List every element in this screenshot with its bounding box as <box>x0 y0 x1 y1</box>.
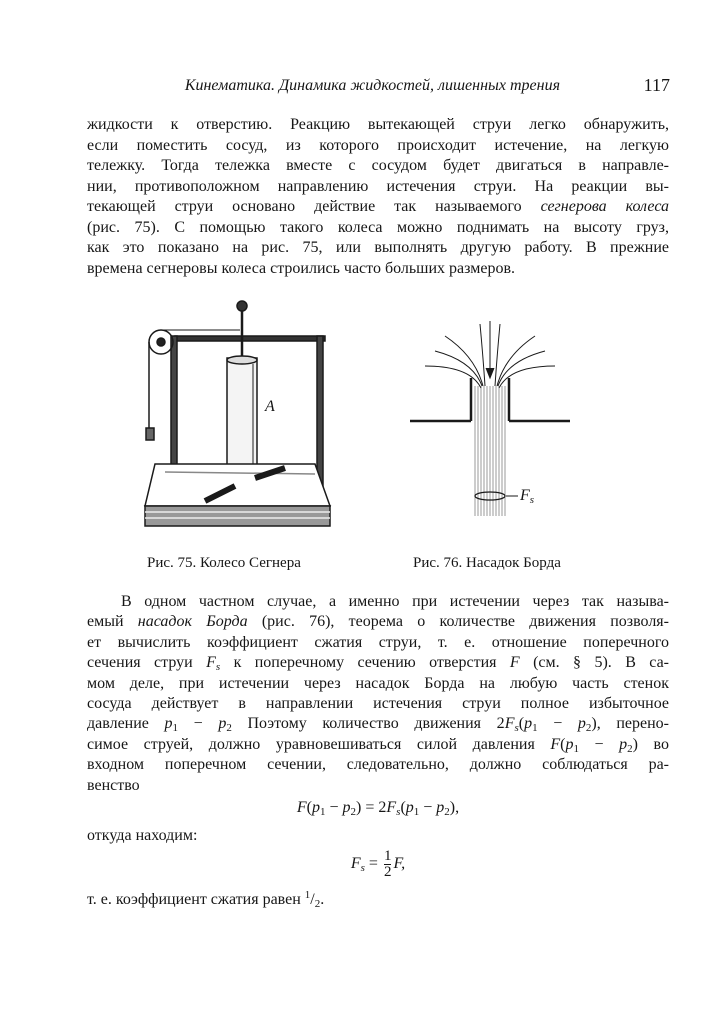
text-line <box>87 177 669 197</box>
text-run: как это показано на рис. 75, или выполнять другую работу. В прежние <box>87 239 669 256</box>
text-run: сечения струи <box>87 654 207 672</box>
text-run: s <box>514 722 519 735</box>
text-run: ( <box>518 715 525 733</box>
figure-76-caption: Рис. 76. Насадок Борда <box>413 555 561 571</box>
text-run: / <box>310 891 315 908</box>
conclusion <box>87 890 669 910</box>
fraction <box>384 849 392 880</box>
text-run: жидкости к отверстию. Реакцию вытекающей струи легко обнаружить, <box>87 116 669 133</box>
text-run: симое струей, должно уравновешиваться силой давления <box>87 735 551 753</box>
text-run: мом деле, при истечении через насадок Борда на любую часть стенок <box>87 674 669 692</box>
text-run: 2 <box>226 722 232 735</box>
text-run: ) во <box>632 735 669 753</box>
text-run: F <box>206 654 216 672</box>
denominator: 2 <box>383 863 392 880</box>
text-run: (см. § 5). В са- <box>519 654 669 672</box>
text-run: сосуда действует в направлении истечения струи полное избыточное <box>87 695 669 712</box>
page-number: 117 <box>643 75 670 95</box>
text-run: p <box>524 715 533 733</box>
text-run: (рис. 76), теорема о количестве движения позволя- <box>247 613 669 631</box>
text-line <box>87 755 669 775</box>
text-line <box>87 674 669 694</box>
text-run: p <box>565 735 574 753</box>
text-run: F <box>509 654 520 672</box>
text-run: 1 <box>413 806 420 818</box>
label-f: F <box>520 487 530 504</box>
text-run: p <box>436 799 445 816</box>
text-run: В одном частном случае, а именно при истечении через так называ- <box>121 593 669 610</box>
text-run: p <box>405 799 414 816</box>
text-line <box>87 136 669 156</box>
text-run: − <box>537 715 578 733</box>
text-line <box>87 259 669 279</box>
text-run: − <box>325 799 343 816</box>
text-run: 2 <box>444 806 450 818</box>
text-run: ет вычислить коэффициент сжатия струи, т. е. отношение поперечного <box>87 633 669 651</box>
text-run: F <box>296 799 307 816</box>
text-run: ( <box>400 799 406 816</box>
text-line <box>87 714 669 734</box>
text-between <box>87 826 669 846</box>
text-run: 2 <box>627 742 633 755</box>
text-run: 1 <box>172 722 179 735</box>
borda-mouthpiece-figure <box>405 316 575 521</box>
text-run: 1 <box>319 806 326 818</box>
text-run: откуда находим: <box>87 827 198 844</box>
text-run: p <box>619 735 628 753</box>
text-run: текающей струи основано действие так называемого <box>87 198 541 215</box>
text-line <box>87 156 669 176</box>
text-run: если поместить сосуд, из которого происходит истечение, на легкую <box>87 136 669 154</box>
text-run: p <box>164 715 173 733</box>
text-run: s <box>215 661 221 674</box>
text-run: − <box>578 735 620 753</box>
text-line <box>87 115 669 135</box>
text-line <box>87 592 669 612</box>
figure-76-label <box>520 486 534 506</box>
text-run: тележку. Тогда тележка вместе с сосудом будет двигаться в направле- <box>87 157 669 174</box>
text-run: нии, противоположном направлению истечения струи. На реакции вы- <box>87 177 669 195</box>
text-run: ( <box>560 735 566 753</box>
text-run: F <box>550 735 561 753</box>
eq2-rhs: F, <box>393 855 406 872</box>
text-line <box>87 197 669 217</box>
text-run: 2 <box>350 806 357 818</box>
figure-75-label: A <box>265 398 275 415</box>
text-run: времена сегнеровы колеса строились часто больших размеров. <box>87 259 516 277</box>
text-run: т. е. коэффициент сжатия равен <box>87 891 305 908</box>
text-run: 1 <box>532 722 538 735</box>
text-run: к поперечному сечению отверстия <box>220 654 510 672</box>
text-run: (рис. 75). С помощью такого колеса можно поднимать на высоту груз, <box>87 218 669 236</box>
segner-wheel-figure <box>135 296 340 546</box>
text-run: F <box>386 799 397 816</box>
text-run: p <box>218 715 227 733</box>
text-run: сегнерова колеса <box>540 198 670 215</box>
eq2-equals: = <box>364 855 382 872</box>
text-line <box>87 776 669 796</box>
text-line <box>87 238 669 258</box>
text-run: входном поперечном сечении, следовательно, должно соблюдаться ра- <box>87 756 669 774</box>
text-line <box>87 633 669 653</box>
text-run: − <box>178 715 219 733</box>
eq2-lhs-sub: s <box>360 862 365 874</box>
text-run: 1 <box>304 889 311 901</box>
text-run: . <box>320 891 325 908</box>
label-sub: s <box>529 494 535 506</box>
text-line <box>87 735 669 755</box>
text-run: Поэтому количество движения 2 <box>231 715 505 733</box>
text-run: p <box>342 799 351 816</box>
text-run: s <box>396 806 401 818</box>
equation-2 <box>87 846 669 882</box>
running-header: Кинематика. Динамика жидкостей, лишенных трения <box>184 77 560 94</box>
text-run: p <box>311 799 320 816</box>
text-run: насадок Борда <box>137 613 248 631</box>
text-run: 2 <box>314 898 321 910</box>
eq2-lhs: F <box>350 855 361 872</box>
equation-1 <box>87 798 669 818</box>
text-run: F <box>504 715 515 733</box>
text-line <box>87 612 669 632</box>
text-run: ( <box>306 799 312 816</box>
text-run: венство <box>87 776 140 794</box>
figure-75-caption: Рис. 75. Колесо Сегнера <box>147 555 301 571</box>
text-run: ), <box>449 799 460 816</box>
text-run: 2 <box>585 722 592 735</box>
text-run: ), перено- <box>591 715 669 733</box>
text-line <box>87 694 669 714</box>
text-run: 1 <box>573 742 579 755</box>
text-run: ) = 2 <box>356 799 387 816</box>
text-run: давление <box>87 715 165 733</box>
text-line <box>87 653 669 673</box>
text-run: − <box>419 799 437 816</box>
numerator: 1 <box>383 847 392 864</box>
text-line <box>87 218 669 238</box>
text-run: емый <box>87 613 138 631</box>
text-run: p <box>577 715 586 733</box>
